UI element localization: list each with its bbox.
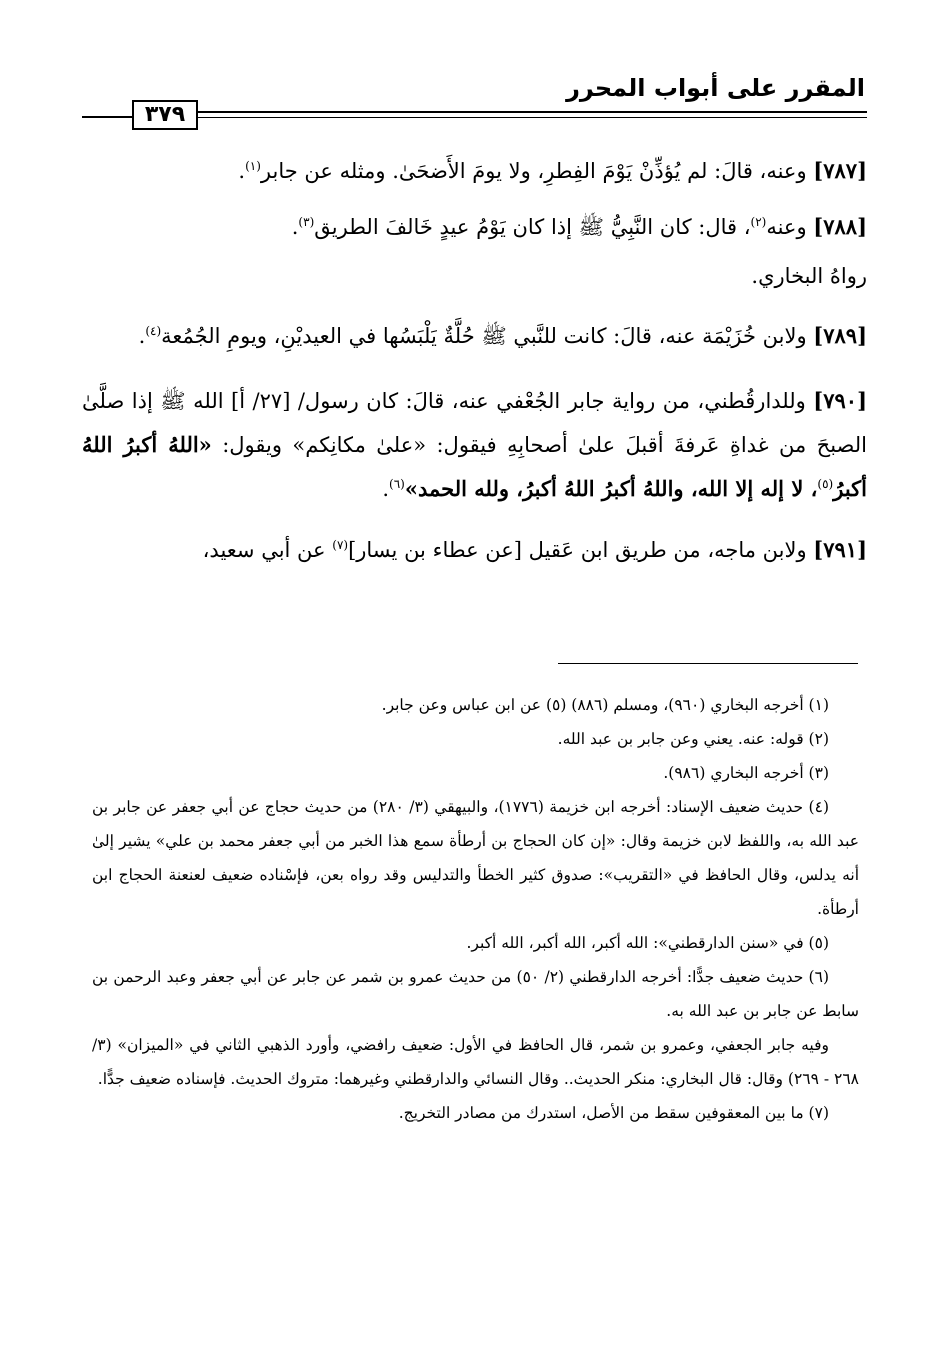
hadith-number: [٧٩٠]	[813, 388, 867, 413]
hadith-text: ولابن ماجه، من طريق ابن عَقيل [عن عطاء بن يسار]	[348, 538, 814, 562]
hadith-number: [٧٨٧]	[813, 158, 867, 183]
header-rule-thick	[198, 111, 867, 113]
footnote-4: (٤) حديث ضعيف الإسناد: أخرجه ابن خزيمة (١٧٧٦)، والبيهقي (٣/ ٢٨٠) من حديث حجاج عن أبي جعفر عن جابر بن عبد الله به، واللفظ لابن خزيمة وقال: «إن كان الحجاج بن أرطأة سمع هذا الخبر من أبي جعفر محمد بن علي» يشير إلىٰ أنه يدلس، وقال الحافظ في «التقريب»: صدوق كثير الخطأ والتدليس وقد رواه بعن، فإسْناده ضعيف لعنعنة الحجاج ابن أرطأة.	[92, 798, 859, 918]
header-rule-left	[82, 116, 132, 118]
footnote-2: (٢) قوله: عنه. يعني وعن جابر بن عبد الله.	[557, 730, 829, 748]
hadith-791	[82, 529, 867, 571]
footnote-ref: (٣)	[298, 215, 315, 229]
hadith-tail: .	[291, 215, 299, 239]
footnote-ref: (٦)	[389, 477, 405, 491]
takbir-text: ، لا إله إلا الله، واللهُ أكبرُ اللهُ أكبرُ، ولله الحمد»	[404, 476, 818, 501]
footnote-5: (٥) في «سنن الدارقطني»: الله أكبر، الله أكبر، الله أكبر.	[466, 934, 829, 952]
hadith-number: [٧٨٩]	[813, 323, 867, 348]
footnote-separator	[558, 663, 858, 664]
header-rule-thin	[198, 117, 867, 118]
running-header-title: المقرر على أبواب المحرر	[566, 74, 865, 102]
hadith-text: وعنه	[766, 215, 814, 239]
footnote-1: (١) أخرجه البخاري (٩٦٠)، ومسلم (٨٨٦) (٥) عن ابن عباس وعن جابر.	[381, 696, 829, 714]
footnote-ref: (٤)	[145, 324, 162, 338]
hadith-789	[82, 315, 867, 357]
footnote-6: (٦) حديث ضعيف جدًّا: أخرجه الدارقطني (٢/ ٥٠) من حديث عمرو بن شمر عن جابر عن أبي جعفر وعبد الرحمن بن سابط عن جابر بن عبد الله به.	[92, 968, 859, 1020]
footnote-6-continued: وفيه جابر الجعفي، وعمرو بن شمر، قال الحافظ في الأول: ضعيف رافضي، وأورد الذهبي الثاني في «الميزان» (٣/ ٢٦٨ - ٢٦٩) وقال: قال البخاري: منكر الحديث.. وقال النسائي والدارقطني وغيرهما: متروك الحديث. فإسناده ضعيف جدًّا.	[92, 1036, 859, 1088]
footnote-7: (٧) ما بين المعقوفين سقط من الأصل، استدرك من مصادر التخريج.	[398, 1104, 829, 1122]
footnote-ref: (٢)	[750, 215, 767, 229]
footnote-ref: (١)	[245, 159, 261, 173]
hadith-788-source	[82, 256, 867, 297]
hadith-tail: عن أبي سعيد،	[202, 538, 333, 562]
footnote-ref: (٧)	[332, 538, 349, 552]
hadith-tail: .	[238, 159, 246, 183]
hadith-787	[82, 150, 867, 192]
main-text	[82, 150, 867, 585]
hadith-788	[82, 206, 867, 248]
hadith-number: [٧٨٨]	[813, 214, 867, 239]
hadith-tail: .	[382, 477, 390, 501]
hadith-text: ولابن خُزَيْمَة عنه، قالَ: كانت للنَّبي ﷺ حُلَّةٌ يَلْبَسُها في العيديْنِ، ويومِ الجُمُعة	[161, 324, 814, 348]
page-number-box	[132, 100, 198, 130]
page-number: ٣٧٩	[144, 102, 186, 127]
footnote-ref: (٥)	[817, 477, 834, 491]
hadith-790	[82, 379, 867, 511]
footnotes	[92, 688, 859, 1130]
hadith-tail: .	[138, 324, 146, 348]
footnote-3: (٣) أخرجه البخاري (٩٨٦).	[663, 764, 829, 782]
hadith-text: ، قال: كان النَّبِيُّ ﷺ إذا كان يَوْمُ عيدٍ خَالفَ الطريق	[314, 215, 751, 239]
takbir-text: «اللهُ أكبرُ اللهُ أكبرُ	[82, 432, 867, 501]
hadith-number: [٧٩١]	[813, 537, 867, 562]
hadith-text: وعنه، قالَ: لم يُؤذِّنْ يَوْمَ الفِطرِ، ولا يومَ الأَضحَىٰ. ومثله عن جابر	[260, 159, 814, 183]
hadith-text: وللدارقُطني، من رواية جابر الجُعْفي عنه، قالَ: كان رسول/ [٢٧/ أ] الله ﷺ إذا صلَّىٰ الصبحَ من غداةِ عَرفةَ أقبلَ علىٰ أصحابِهِ فيقول: «علىٰ مكانِكم» ويقول:	[82, 389, 867, 457]
source-attribution: رواهُ البخاري.	[751, 264, 867, 288]
